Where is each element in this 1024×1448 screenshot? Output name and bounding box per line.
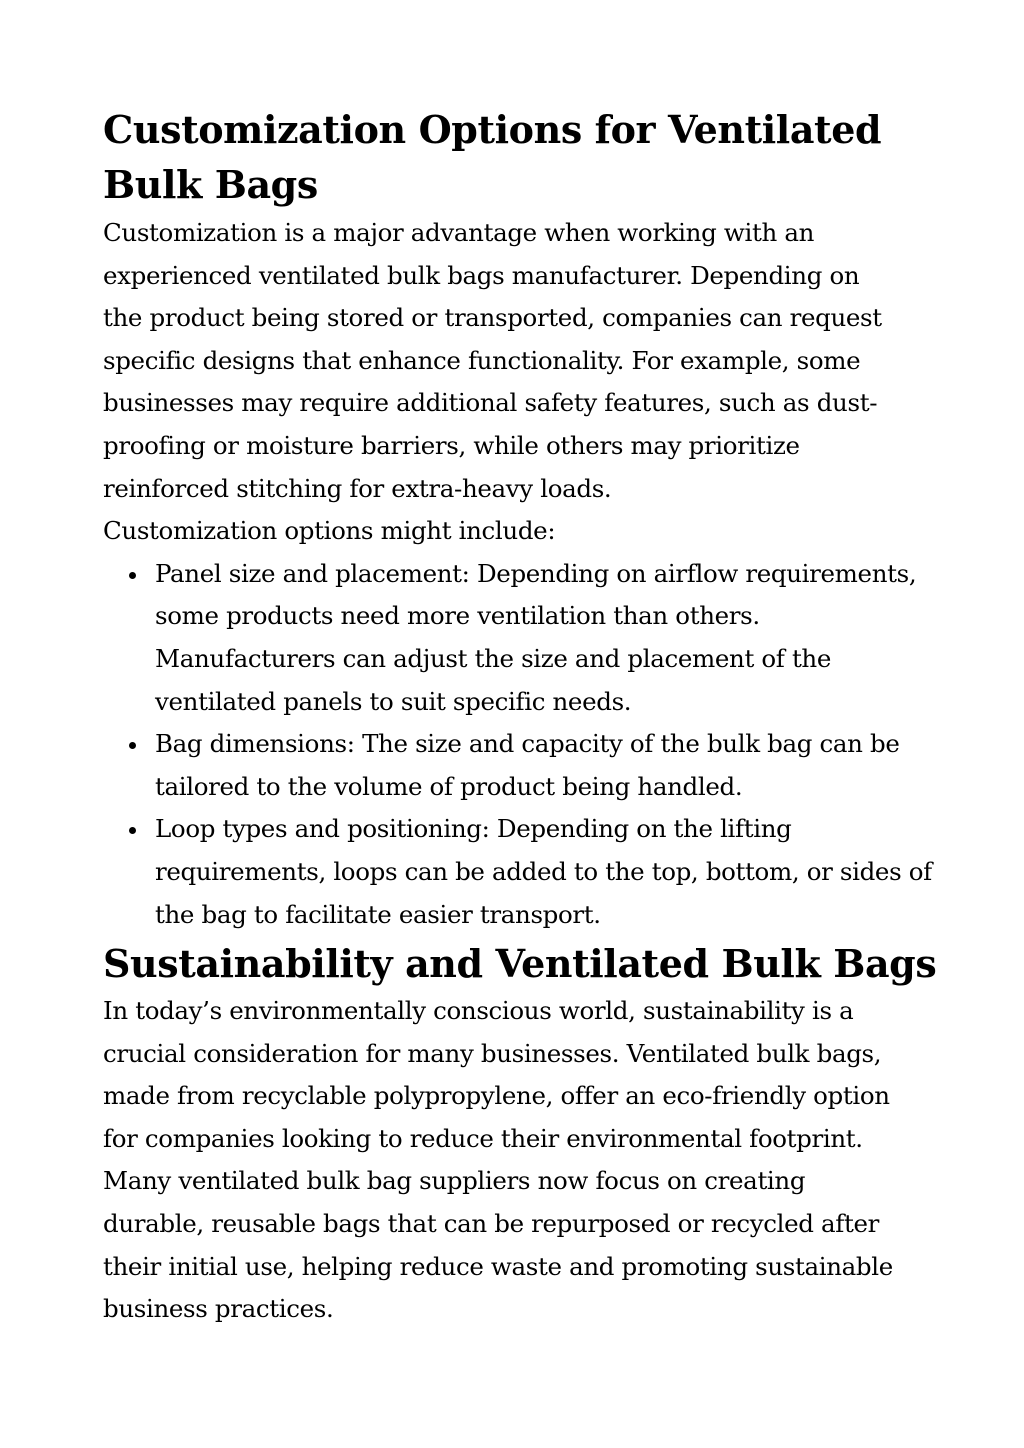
- list-item-text: Panel size and placement: Depending on airflow requirements, some products need more ventilation than others. Manufacturers can adjust the size and placement of the ventilated panels to suit specific needs.: [155, 558, 917, 716]
- list-item: [155, 553, 943, 723]
- section-heading-sustainability: Sustainability and Ventilated Bulk Bags: [103, 941, 937, 987]
- list-item: [155, 723, 943, 808]
- list-item-text: Bag dimensions: The size and capacity of the bulk bag can be tailored to the volume of product being handled.: [155, 729, 900, 801]
- list-item-text: Loop types and positioning: Depending on the lifting requirements, loops can be added to the top, bottom, or sides of the bag to facilitate easier transport.: [155, 814, 932, 929]
- list-intro: Customization options might include:: [103, 516, 556, 546]
- document-page: [103, 102, 943, 1331]
- bullet-icon: [129, 572, 136, 579]
- sustainability-paragraph: In today’s environmentally conscious world, sustainability is a crucial consideration for many businesses. Ventilated bulk bags, made from recyclable polypropylene, offer an eco-friendly option for companies looking to reduce their environmental footprint. Many ventilated bulk bag suppliers now focus on creating durable, reusable bags that can be repurposed or recycled after their initial use, helping reduce waste and promoting sustainable business practices.: [103, 996, 893, 1324]
- customization-options-list: [103, 553, 943, 936]
- bullet-icon: [129, 742, 136, 749]
- bullet-icon: [129, 827, 136, 834]
- list-item: [155, 808, 943, 936]
- section-heading-customization: Customization Options for Ventilated Bulk Bags: [103, 107, 882, 207]
- customization-paragraph: Customization is a major advantage when working with an experienced ventilated bulk bags manufacturer. Depending on the product being stored or transported, companies can request specific designs that enhance functionality. For example, some businesses may require additional safety features, such as dust-proofing or moisture barriers, while others may prioritize reinforced stitching for extra-heavy loads.: [103, 218, 882, 503]
